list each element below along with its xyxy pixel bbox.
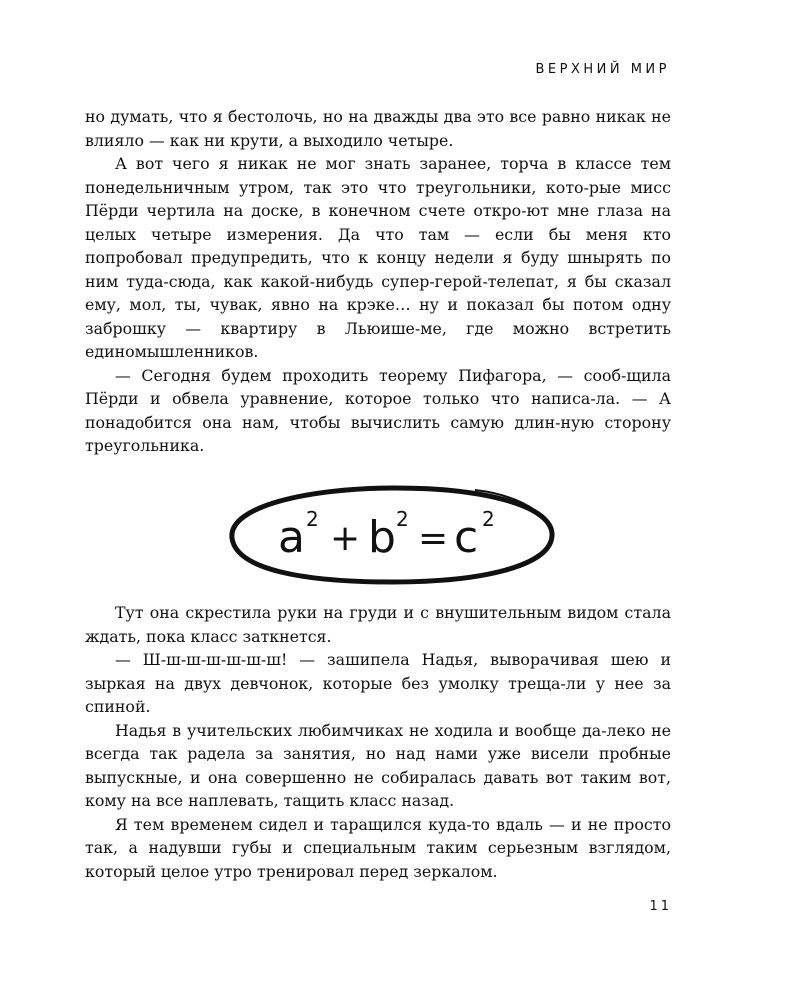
running-head: ВЕРХНИЙ МИР [535,62,670,77]
body-text-bottom [85,601,671,883]
paragraph: — Сегодня будем проходить теорему Пифагора, — сооб-щила Пёрди и обвела уравнение, которое только что написа-ла. — А понадобится она нам, чтобы вычислить самую длин-ную сторону треугольника. [85,365,671,455]
paragraph: — Ш-ш-ш-ш-ш-ш-ш! — зашипела Надья, выворачивая шею и зыркая на двух девчонок, которые без умолку треща-ли у нее за спиной. [85,650,671,716]
paragraph: А вот чего я никак не мог знать заранее, торча в классе тем понедельничным утром, так это что треугольники, кото-рые мисс Пёрди чертила на доске, в конечном счете откро-ют мне глаза на целых четыре измерения. Да что там — если бы меня кто попробовал предупредить, что к концу недели я буду шнырять по ним туда-сюда, как какой-нибудь супер-герой-телепат, я бы сказал ему, мол, ты, чувак, явно на крэке… ну и показал бы потом одну заброшку — квартиру в Льюише-ме, где можно встретить единомышленников. [85,154,671,361]
formula-c: c [454,512,479,563]
formula-a: a [278,512,305,563]
formula-plus: + [330,518,361,559]
formula-illustration [220,478,565,590]
pythagorean-formula [220,478,565,590]
formula-eq: = [418,518,449,559]
body-text-top [85,105,671,458]
paragraph: Надья в учительских любимчиках не ходила и вообще да-леко не всегда так радела за занятия, но над нами уже висели пробные выпускные, и она совершенно не собиралась давать вот таким вот, кому на все наплевать, тащить класс назад. [85,720,671,810]
formula-exp-b: 2 [396,507,409,531]
paragraph: Тут она скрестила руки на груди и с внушительным видом стала ждать, пока класс заткнется. [85,603,671,646]
formula-b: b [368,512,396,563]
paragraph: но думать, что я бестолочь, но на дважды два это все равно никак не влияло — как ни крути, а выходило четыре. [85,107,671,150]
paragraph: Я тем временем сидел и таращился куда-то вдаль — и не просто так, а надувши губы и специальным таким серьезным взглядом, который целое утро тренировал перед зеркалом. [85,814,671,881]
formula-exp-c: 2 [482,507,495,531]
formula-exp-a: 2 [306,507,319,531]
page-number: 11 [649,899,672,914]
